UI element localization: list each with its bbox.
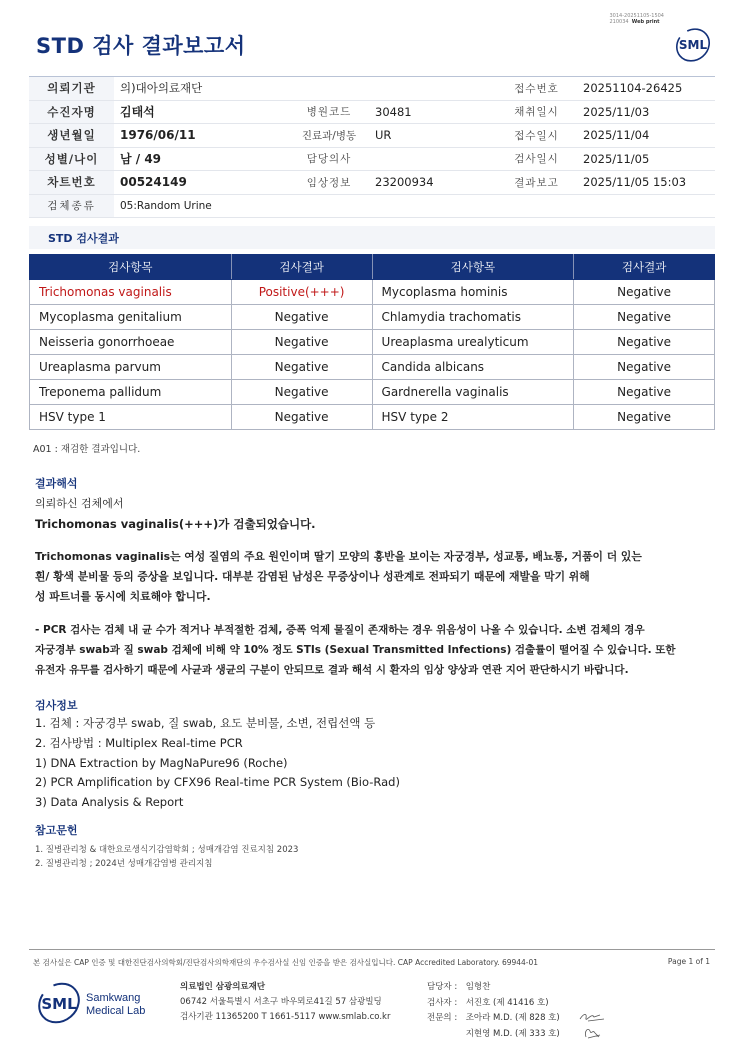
collection-value: 2025/11/03 <box>577 100 715 124</box>
test-item: HSV type 1 <box>30 405 232 430</box>
test-result: Negative <box>231 355 372 380</box>
signature-icon <box>578 1010 608 1024</box>
patient-info-table <box>29 76 715 218</box>
col-item-header: 검사항목 <box>372 255 574 280</box>
test-info-line: 2) PCR Amplification by CFX96 Real-time PCR System (Bio-Rad) <box>35 775 400 790</box>
test-info-heading: 검사정보 <box>35 699 78 712</box>
page-number: Page 1 of 1 <box>667 957 710 966</box>
clinical-label: 임상정보 <box>289 171 369 195</box>
test-info-line: 1. 검체 : 자궁경부 swab, 질 swab, 요도 분비물, 소변, 전립선액 등 <box>35 716 376 730</box>
test-item: Ureaplasma parvum <box>30 355 232 380</box>
footer-divider <box>29 949 715 950</box>
para-line: 흰/ 황색 분비물 등의 증상을 보입니다. 대부분 감염된 남성은 무증상이나 성관계로 전파되기 때문에 재발을 막기 위해 <box>35 569 590 583</box>
test-result: Negative <box>231 305 372 330</box>
dob-label: 생년월일 <box>29 124 114 148</box>
footer-logo-name2: Medical Lab <box>86 1005 146 1017</box>
retest-note: A01 : 재검한 결과입니다. <box>33 444 141 455</box>
test-result: Negative <box>231 330 372 355</box>
test-item: Trichomonas vaginalis <box>30 280 232 305</box>
staff-name: 지현영 M.D. (제 333 호) <box>465 1028 560 1039</box>
staff-name: 서진호 (제 41416 호) <box>465 997 549 1008</box>
results-table <box>29 254 715 430</box>
interpretation-finding: Trichomonas vaginalis(+++)가 검출되었습니다. <box>35 517 316 531</box>
test-result: Negative <box>574 380 715 405</box>
test-item: Neisseria gonorrhoeae <box>30 330 232 355</box>
collection-label: 채취일시 <box>496 100 577 124</box>
accession-value: 20251104-26425 <box>577 77 715 101</box>
table-row <box>30 355 715 380</box>
org-contact: 검사기관 11365200 T 1661-5117 www.smlab.co.kr <box>180 1012 391 1022</box>
sml-badge-text: SML <box>678 38 708 52</box>
dept-label: 진료과/병동 <box>289 124 369 148</box>
results-header-row <box>30 255 715 280</box>
report-value: 2025/11/05 15:03 <box>577 171 715 195</box>
requester-label: 의뢰기관 <box>29 77 114 101</box>
staff-info <box>427 980 560 1042</box>
accreditation-note: 본 검사실은 CAP 인증 및 대한진단검사의학회/진단검사의학재단의 우수검사실 신임 인증을 받은 검사실입니다. CAP Accredited Laboratory. 69944-01 <box>33 958 539 967</box>
print-code-line2: 210034 <box>609 19 629 25</box>
staff-label: 검사자 : <box>427 997 458 1008</box>
clinical-value: 23200934 <box>369 171 496 195</box>
signature-icon <box>582 1025 604 1041</box>
web-print-label: Web print <box>631 19 660 25</box>
para-line: Trichomonas vaginalis는 여성 질염의 주요 원인이며 딸기 모양의 홍반을 보이는 자궁경부, 성교통, 배뇨통, 거품이 더 있는 <box>35 550 642 563</box>
test-result: Negative <box>574 405 715 430</box>
org-name: 의료법인 삼광의료재단 <box>180 982 266 992</box>
test-info-line: 1) DNA Extraction by MagNaPure96 (Roche) <box>35 755 288 770</box>
chart-label: 차트번호 <box>29 171 114 195</box>
test-result: Negative <box>574 330 715 355</box>
received-value: 2025/11/04 <box>577 124 715 148</box>
footer-logo-sml: SML <box>41 995 77 1013</box>
staff-label: 담당자 : <box>427 982 458 992</box>
test-result: Negative <box>574 355 715 380</box>
para-line: 유전자 유무를 검사하기 때문에 사균과 생균의 구분이 안되므로 결과 해석 시 환자의 임상 양상과 연관 지어 판단하시기 바랍니다. <box>35 663 629 676</box>
references-list <box>35 843 298 871</box>
col-item-header: 검사항목 <box>30 255 232 280</box>
test-info-list <box>35 714 400 813</box>
table-row <box>30 380 715 405</box>
doctor-label: 담당의사 <box>289 147 369 171</box>
hospital-code-value: 30481 <box>369 100 496 124</box>
info-row <box>29 100 715 124</box>
test-item: Treponema pallidum <box>30 380 232 405</box>
test-item: Ureaplasma urealyticum <box>372 330 574 355</box>
dob-value: 1976/06/11 <box>114 124 289 148</box>
references-heading: 참고문헌 <box>35 824 78 837</box>
accession-label: 접수번호 <box>496 77 577 101</box>
para-line: 자궁경부 swab과 질 swab 검체에 비해 약 10% 정도 STIs (Sexual Transmitted Infections) 검출률이 떨어질 수 있습니다. 또한 <box>35 643 676 656</box>
test-item: HSV type 2 <box>372 405 574 430</box>
test-date-value: 2025/11/05 <box>577 147 715 171</box>
org-address: 06742 서울특별시 서초구 바우뫼로41길 57 삼광빌딩 <box>180 997 382 1007</box>
report-label: 결과보고 <box>496 171 577 195</box>
test-result: Negative <box>231 405 372 430</box>
test-item: Gardnerella vaginalis <box>372 380 574 405</box>
test-item: Mycoplasma hominis <box>372 280 574 305</box>
hospital-code-label: 병원코드 <box>289 100 369 124</box>
info-row <box>29 194 715 218</box>
results-section-title: STD 검사결과 <box>29 226 715 249</box>
samkwang-logo-icon <box>36 979 156 1027</box>
interpretation-heading: 결과해석 <box>35 477 78 490</box>
test-info-line: 2. 검사방법 : Multiplex Real-time PCR <box>35 735 243 750</box>
pcr-note-para <box>35 621 676 680</box>
print-code-line1: 3014-20251105-1504 <box>609 13 664 19</box>
organization-info <box>180 980 390 1025</box>
col-result-header: 검사결과 <box>231 255 372 280</box>
test-item: Candida albicans <box>372 355 574 380</box>
table-row <box>30 330 715 355</box>
sex-age-label: 성별/나이 <box>29 147 114 171</box>
info-row <box>29 147 715 171</box>
info-row <box>29 171 715 195</box>
table-row <box>30 280 715 305</box>
test-item: Chlamydia trachomatis <box>372 305 574 330</box>
requester-value: 의)대아의료재단 <box>114 77 496 101</box>
interpretation-line: 의뢰하신 검체에서 <box>35 497 124 510</box>
staff-name: 임형찬 <box>465 982 491 992</box>
info-row <box>29 77 715 101</box>
specimen-value: 05:Random Urine <box>114 194 715 218</box>
sex-age-value: 남 / 49 <box>114 147 289 171</box>
interpretation-para <box>35 547 642 606</box>
test-result: Negative <box>574 305 715 330</box>
test-result: Positive(+++) <box>231 280 372 305</box>
test-info-line: 3) Data Analysis & Report <box>35 795 184 810</box>
table-row <box>30 405 715 430</box>
patient-label: 수진자명 <box>29 100 114 124</box>
footer-logo-name1: Samkwang <box>86 992 141 1004</box>
patient-value: 김태석 <box>114 100 289 124</box>
test-result: Negative <box>574 280 715 305</box>
para-line: 성 파트너를 동시에 치료해야 합니다. <box>35 589 211 603</box>
received-label: 접수일시 <box>496 124 577 148</box>
print-code <box>609 13 664 25</box>
page-title: STD 검사 결과보고서 <box>36 34 246 58</box>
info-row <box>29 124 715 148</box>
col-result-header: 검사결과 <box>574 255 715 280</box>
para-line: - PCR 검사는 검체 내 균 수가 적거나 부적절한 검체, 증폭 억제 물질이 존재하는 경우 위음성이 나올 수 있습니다. 소변 검체의 경우 <box>35 624 645 636</box>
chart-value: 00524149 <box>114 171 289 195</box>
reference-item: 2. 질병관리청 ; 2024년 성매개감염병 관리지침 <box>35 859 213 869</box>
test-date-label: 검사일시 <box>496 147 577 171</box>
test-result: Negative <box>231 380 372 405</box>
staff-name: 조아라 M.D. (제 828 호) <box>465 1013 560 1023</box>
reference-item: 1. 질병관리청 & 대한요로생식기감염학회 ; 성매개감염 진료지침 2023 <box>35 845 299 855</box>
test-item: Mycoplasma genitalium <box>30 305 232 330</box>
doctor-value <box>369 147 496 171</box>
dept-value: UR <box>369 124 496 148</box>
table-row <box>30 305 715 330</box>
staff-label: 전문의 : <box>427 1013 458 1023</box>
sml-logo-icon <box>674 28 712 62</box>
specimen-label: 검체종류 <box>29 194 114 218</box>
